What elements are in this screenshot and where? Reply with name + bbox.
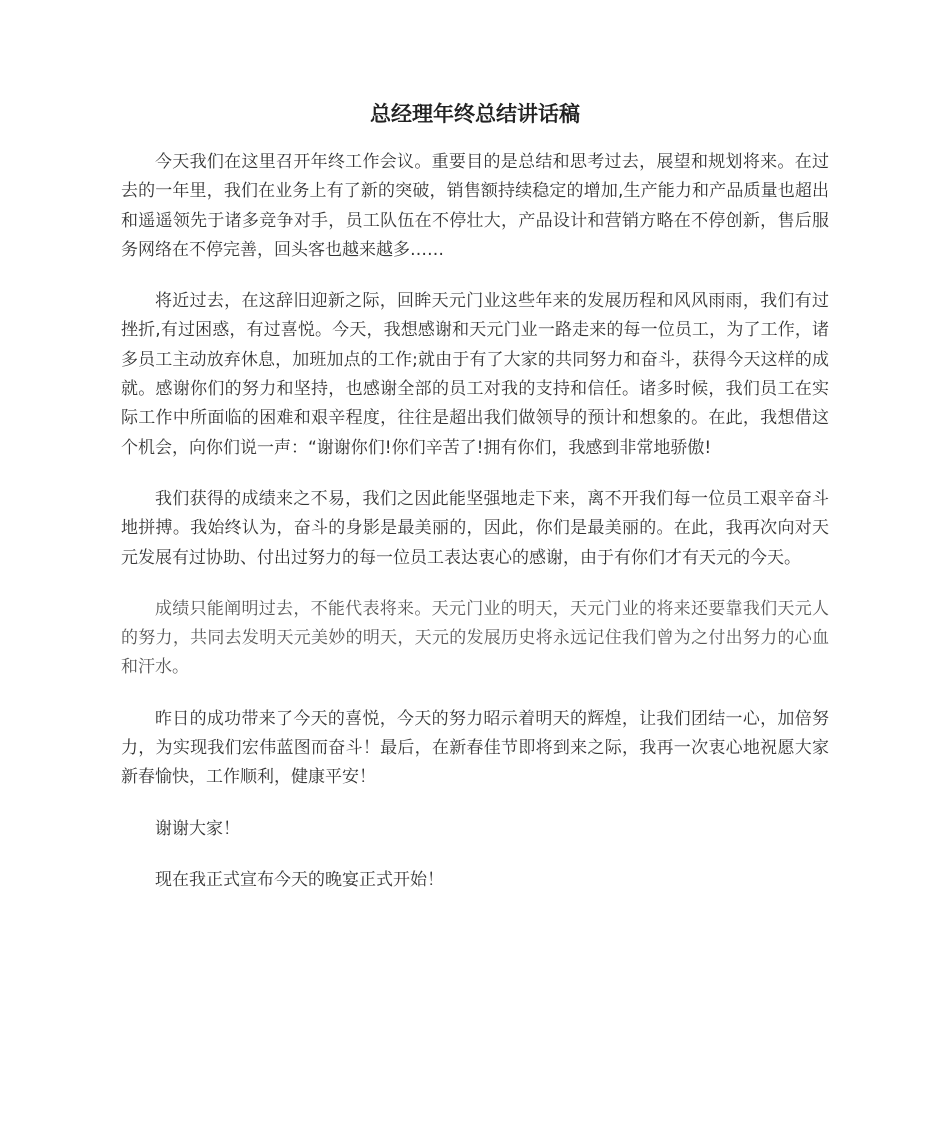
paragraph-closing-wishes: 昨日的成功带来了今天的喜悦，今天的努力昭示着明天的辉煌，让我们团结一心，加倍努力，为实现我们宏伟蓝图而奋斗！最后，在新春佳节即将到来之际，我再一次衷心地祝愿大家新春愉快，工作顺利，健康平安！: [121, 708, 829, 788]
paragraph-announcement: 现在我正式宣布今天的晚宴正式开始！: [155, 869, 444, 890]
paragraph-gratitude: 将近过去，在这辞旧迎新之际，回眸天元门业这些年来的发展历程和风风雨雨，我们有过挫折,有过困惑，有过喜悦。今天，我想感谢和天元门业一路走来的每一位员工，为了工作，诸多员工主动放弃休息，加班加点的工作;就由于有了大家的共同努力和奋斗，获得今天这样的成就。感谢你们的努力和坚持，也感谢全部的员工对我的支持和信任。诸多时候，我们员工在实际工作中所面临的困难和艰辛程度，往往是超出我们做领导的预计和想象的。在此，我想借这个机会，向你们说一声：“谢谢你们!你们辛苦了!拥有你们，我感到非常地骄傲!: [121, 291, 829, 458]
paragraph-achievements: 我们获得的成绩来之不易，我们之因此能坚强地走下来，离不开我们每一位员工艰辛奋斗地拼搏。我始终认为，奋斗的身影是最美丽的，因此，你们是最美丽的。在此，我再次向对天元发展有过协助、付出过努力的每一位员工表达衷心的感谢，由于有你们才有天元的今天。: [121, 488, 829, 568]
paragraph-opening: 今天我们在这里召开年终工作会议。重要目的是总结和思考过去，展望和规划将来。在过去的一年里，我们在业务上有了新的突破，销售额持续稳定的增加,生产能力和产品质量也超出和遥遥领先于诸多竞争对手，员工队伍在不停壮大，产品设计和营销方略在不停创新，售后服务网络在不停完善，回头客也越来越多……: [121, 152, 829, 260]
paragraph-thanks: 谢谢大家！: [155, 818, 240, 839]
document-page: [121, 96, 829, 917]
paragraph-future: 成绩只能阐明过去，不能代表将来。天元门业的明天，天元门业的将来还要靠我们天元人的努力，共同去发明天元美妙的明天，天元的发展历史将永远记住我们曾为之付出努力的心血和汗水。: [121, 598, 829, 678]
document-title: 总经理年终总结讲话稿: [370, 102, 580, 126]
